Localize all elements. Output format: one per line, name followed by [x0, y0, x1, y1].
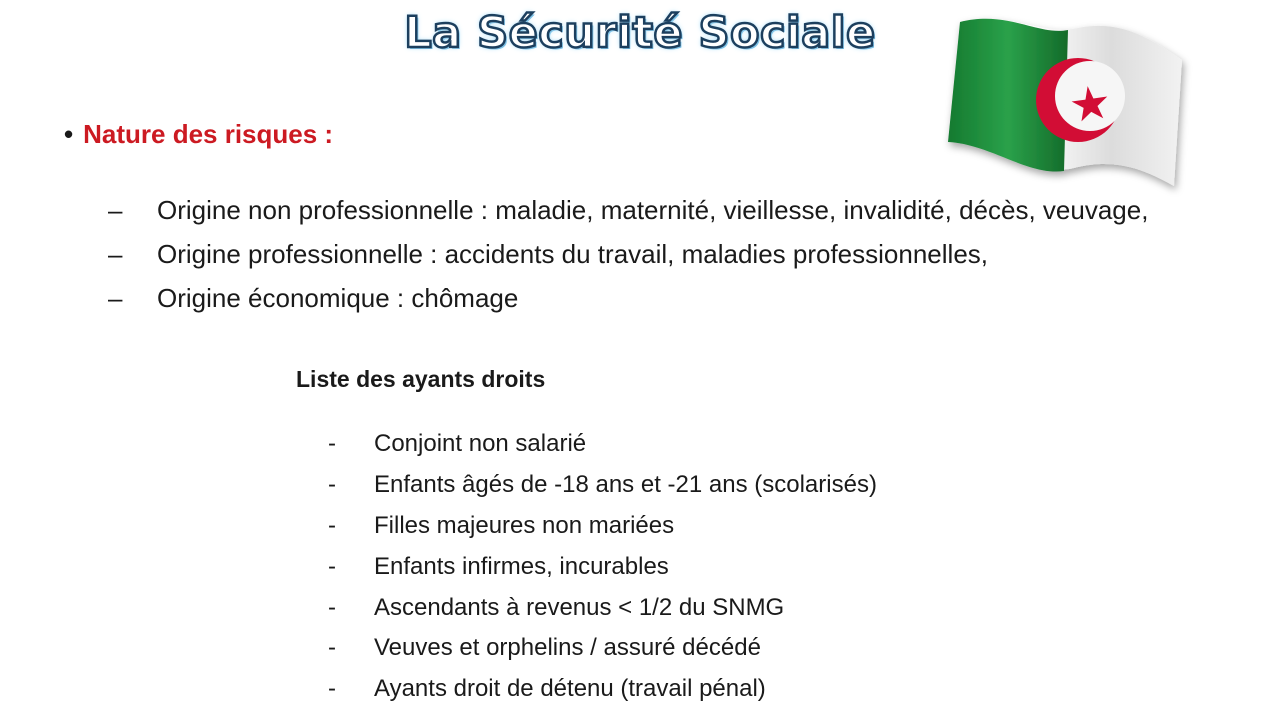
algeria-flag-icon	[938, 8, 1194, 198]
dash-marker: -	[328, 675, 336, 703]
list-item-text: Veuves et orphelins / assuré décédé	[374, 634, 761, 662]
list-item-text: Ayants droit de détenu (travail pénal)	[374, 675, 766, 703]
list-item	[328, 546, 877, 587]
list-item-text: Enfants âgés de -18 ans et -21 ans (scolarisés)	[374, 471, 877, 499]
dash-marker: -	[328, 593, 336, 621]
dash-marker: -	[328, 471, 336, 499]
dash-marker: -	[328, 430, 336, 458]
bullet-point: •	[64, 119, 74, 149]
list-item	[328, 506, 877, 547]
list-item	[328, 424, 877, 465]
dash-marker: -	[328, 634, 336, 662]
dash-marker: –	[108, 282, 123, 313]
dash-marker: -	[328, 552, 336, 580]
list-item-text: Filles majeures non mariées	[374, 511, 675, 539]
dash-marker: -	[328, 511, 336, 539]
list-item-text: Origine professionnelle : accidents du travail, maladies professionnelles,	[157, 238, 988, 269]
ayants-list	[328, 424, 877, 710]
list-item	[328, 587, 877, 628]
dash-marker: –	[108, 238, 123, 269]
dash-marker: –	[108, 194, 123, 225]
list-item	[108, 276, 1148, 320]
section-heading-text: Nature des risques :	[83, 119, 334, 149]
list-item-text: Ascendants à revenus < 1/2 du SNMG	[374, 593, 785, 621]
list-item	[328, 628, 877, 669]
list-item	[108, 188, 1148, 232]
list-item-text: Conjoint non salarié	[374, 430, 587, 458]
list-item	[328, 669, 877, 710]
list-item-text: Origine économique : chômage	[157, 282, 519, 313]
section-heading	[64, 119, 333, 150]
risk-list	[108, 188, 1148, 320]
page-title: La Sécurité Sociale	[404, 8, 876, 58]
list-item	[328, 465, 877, 506]
list-item	[108, 232, 1148, 276]
list-item-text: Origine non professionnelle : maladie, maternité, vieillesse, invalidité, décès, veuvage,	[157, 194, 1149, 225]
list-item-text: Enfants infirmes, incurables	[374, 552, 669, 580]
ayants-heading: Liste des ayants droits	[296, 366, 546, 392]
